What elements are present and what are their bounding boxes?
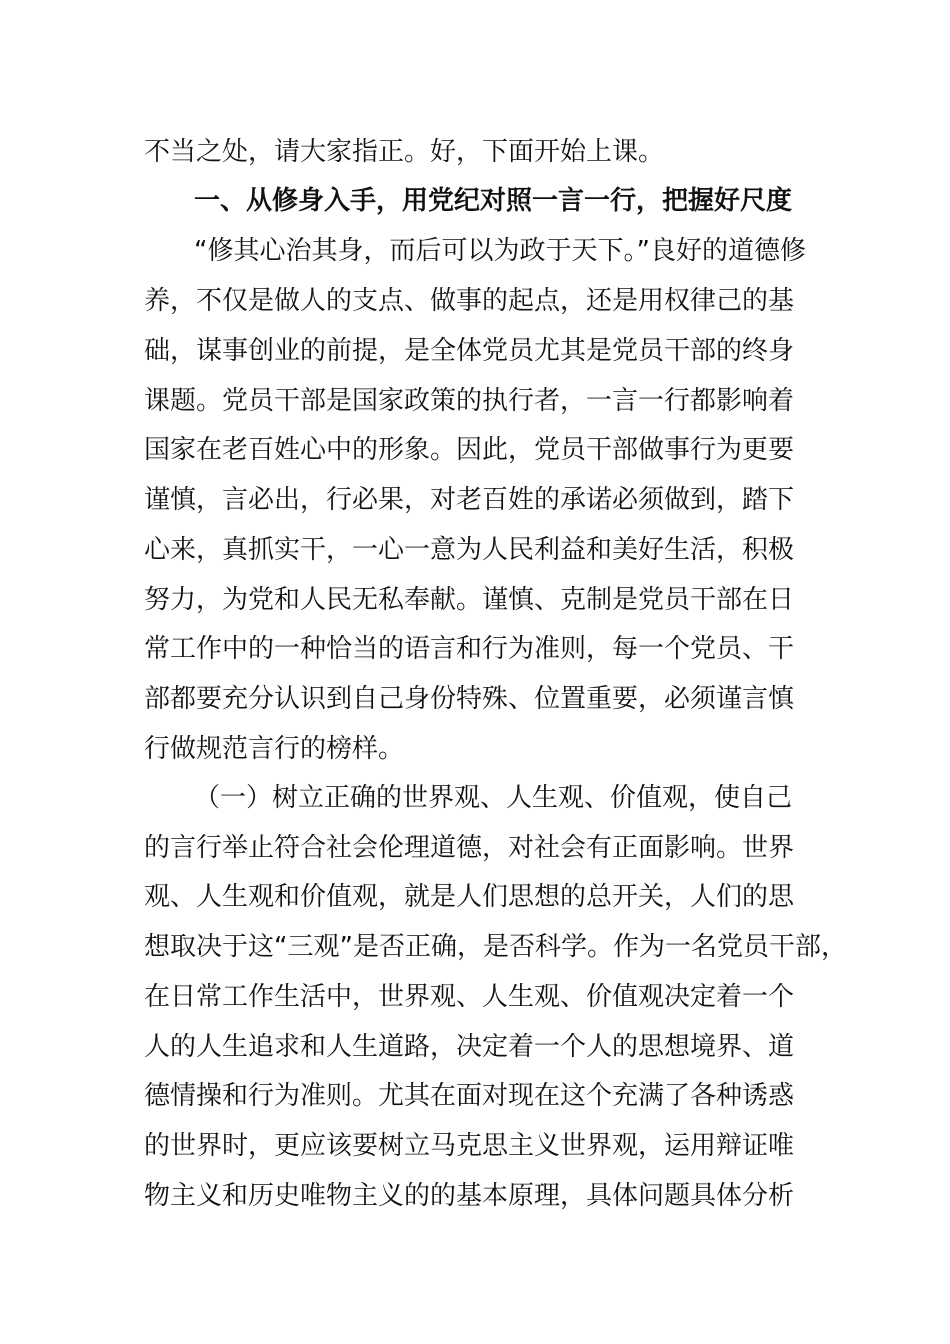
section-heading-1: 一、从修身入手，用党纪对照一言一行，把握好尺度: [194, 186, 793, 216]
text-line-11: 常工作中的一种恰当的语言和行为准则，每一个党员、干: [144, 634, 795, 664]
text-line-22: 物主义和历史唯物主义的的基本原理，具体问题具体分析: [144, 1181, 795, 1211]
text-line-8: 谨慎，言必出，行必果，对老百姓的承诺必须做到，踏下: [144, 485, 795, 515]
text-line-3: “修其心治其身，而后可以为政于天下。”良好的道德修: [194, 236, 806, 266]
text-line-10: 努力，为党和人民无私奉献。谨慎、克制是党员干部在日: [144, 585, 795, 615]
text-line-12: 部都要充分认识到自己身份特殊、位置重要，必须谨言慎: [144, 684, 795, 714]
text-line-16: 观、人生观和价值观，就是人们思想的总开关，人们的思: [144, 882, 795, 912]
text-line-21: 的世界时，更应该要树立马克思主义世界观，运用辩证唯: [144, 1131, 795, 1161]
text-line-13: 行做规范言行的榜样。: [144, 734, 405, 764]
text-line-17: 想取决于这“三观”是否正确，是否科学。作为一名党员干部，: [144, 932, 847, 962]
subsection-heading-1: （一）树立正确的世界观、人生观、价值观，使自己: [194, 783, 793, 813]
text-line-19: 人的人生追求和人生道路，决定着一个人的思想境界、道: [144, 1032, 795, 1062]
text-line-1: 不当之处，请大家指正。好，下面开始上课。: [144, 137, 665, 167]
text-line-20: 德情操和行为准则。尤其在面对现在这个充满了各种诱惑: [144, 1081, 795, 1111]
text-line-9: 心来，真抓实干，一心一意为人民利益和美好生活，积极: [144, 535, 795, 565]
text-line-6: 课题。党员干部是国家政策的执行者，一言一行都影响着: [144, 386, 795, 416]
text-line-18: 在日常工作生活中，世界观、人生观、价值观决定着一个: [144, 982, 795, 1012]
text-line-4: 养，不仅是做人的支点、做事的起点，还是用权律己的基: [144, 286, 795, 316]
text-line-7: 国家在老百姓心中的形象。因此，党员干部做事行为更要: [144, 435, 795, 465]
text-line-5: 础，谋事创业的前提，是全体党员尤其是党员干部的终身: [144, 336, 795, 366]
text-line-15: 的言行举止符合社会伦理道德，对社会有正面影响。世界: [144, 833, 795, 863]
